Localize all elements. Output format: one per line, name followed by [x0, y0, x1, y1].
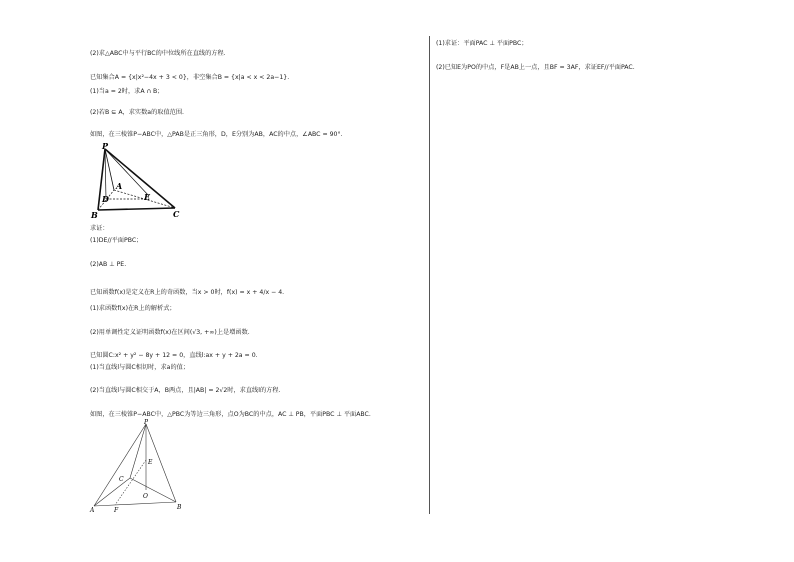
label-B: B	[177, 504, 182, 511]
label-A: A	[116, 181, 123, 191]
problem3-prove: 求证：	[90, 225, 109, 232]
label-F: F	[114, 507, 119, 514]
problem6-question2: (2)已知E为PO的中点，F是AB上一点，且BF = 3AF，求证EF//平面PAC.	[436, 64, 635, 71]
edge-AC	[94, 478, 130, 506]
edge-PE	[105, 149, 149, 196]
label-C: C	[173, 209, 180, 219]
problem2-question1: (1)当a = 2时，求A ∩ B；	[90, 88, 164, 95]
figure-pyramid-2	[88, 418, 198, 514]
problem6-question1: (1)求证：平面PAC ⊥ 平面PBC；	[436, 40, 528, 47]
edge-CB	[130, 478, 176, 502]
problem1-question2: (2)求△ABC中与平行BC的中位线所在直线的方程.	[90, 50, 226, 57]
problem6-intro: 如图，在三棱锥P−ABC中，△PBC为等边三角形，点O为BC的中点，AC ⊥ PB，平面PBC ⊥ 平面ABC.	[90, 411, 371, 418]
column-divider	[429, 36, 430, 514]
problem5-question1: (1)当直线l与圆C相切时，求a的值；	[90, 364, 190, 371]
problem2-intro: 已知集合A = {x|x²−4x + 3 < 0}，非空集合B = {x|a < x < 2a−1}.	[90, 74, 290, 81]
problem3-question2: (2)AB ⊥ PE.	[90, 261, 127, 268]
edge-PC	[130, 424, 146, 478]
problem4-question1: (1)求函数f(x)在R上的解析式；	[90, 305, 176, 312]
label-P: P	[144, 419, 149, 426]
problem5-intro: 已知圆C:x² + y² − 8y + 12 = 0，直线l:ax + y + 2a = 0.	[90, 352, 258, 359]
edge-AB	[94, 502, 176, 506]
problem3-question1: (1)DE//平面PBC；	[90, 237, 143, 244]
problem5-question2: (2)当直线l与圆C相交于A，B两点，且|AB| = 2√2时，求直线l的方程.	[90, 387, 281, 394]
problem2-question2: (2)若B ⊆ A，求实数a的取值范围.	[90, 109, 184, 116]
label-P: P	[102, 141, 109, 151]
edge-PD	[105, 149, 106, 199]
label-C: C	[119, 476, 124, 483]
figure-pyramid-1	[90, 142, 190, 220]
problem4-question2: (2)用单调性定义证明函数f(x)在区间(√3, +∞)上是增函数.	[90, 329, 250, 336]
label-O: O	[143, 493, 148, 500]
edge-BC	[98, 208, 175, 210]
edge-PC	[105, 149, 175, 208]
problem3-intro: 如图，在三棱锥P−ABC中，△PAB是正三角形，D，E分别为AB，AC的中点，∠ABC = 90°.	[90, 131, 343, 138]
label-E: E	[144, 192, 151, 202]
label-D: D	[102, 194, 109, 204]
label-B: B	[91, 210, 98, 220]
problem4-intro: 已知函数f(x)是定义在R上的奇函数，当x > 0时，f(x) = x + 4/x − 4.	[90, 289, 285, 296]
label-E: E	[148, 459, 153, 466]
edge-PA	[94, 424, 146, 506]
label-A: A	[90, 507, 95, 514]
